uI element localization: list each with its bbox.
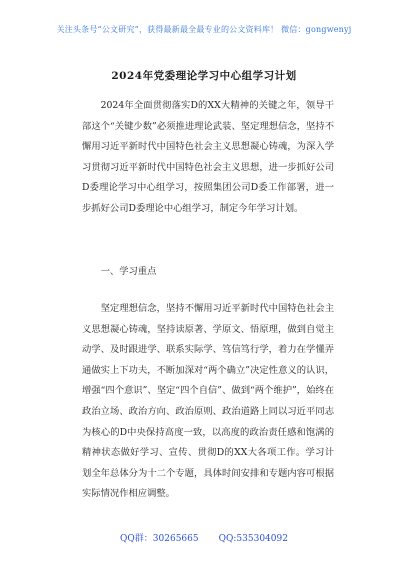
header-promo-note: 关注头条号“公文研究”，获得最新最全最专业的公文资料库！ 微信：gongwenyj	[56, 25, 352, 34]
document-title: 2024年党委理论学习中心组学习计划	[111, 70, 297, 82]
intro-paragraph: 2024年全面贯彻落实D的XX大精神的关键之年，领导干部这个“关键少数”必须推进理论武装、坚定理想信念，坚持不懈用习近平新时代中国特色社会主义思想凝心铸魂，为深入学习贯彻习近平新时代中国特色社会主义思想，进一步抓好公司D委理论学习中心组学习，按照集团公司D委工作部署，进一步抓好公司D委理论中心组学习，制定今年学习计划。	[82, 100, 334, 214]
footer-qq-group: QQ群：30265665	[120, 534, 199, 544]
footer-contact	[0, 531, 408, 544]
footer-qq: QQ:535304092	[218, 534, 288, 544]
section-heading-study-focus: 一、学习重点	[100, 266, 157, 277]
study-focus-paragraph: 坚定理想信念，坚持不懈用习近平新时代中国特色社会主义思想凝心铸魂，坚持读原著、学原文、悟原理，做到自觉主动学、及时跟进学、联系实际学、笃信笃行学，着力在学懂弄通做实上下功夫，不断加深对“两个确立”决定性意义的认识，增强“四个意识”、坚定“四个自信”、做到“两个维护”，始终在政治立场、政治方向、政治原则、政治道路上同以习近平同志为核心的D中央保持高度一致，以高度的政治责任感和饱满的精神状态做好学习、宣传、贯彻D的XX大各项工作。学习计划全年总体分为十二个专题，具体时间安排和专题内容可根据实际情况作相应调整。	[82, 303, 334, 500]
